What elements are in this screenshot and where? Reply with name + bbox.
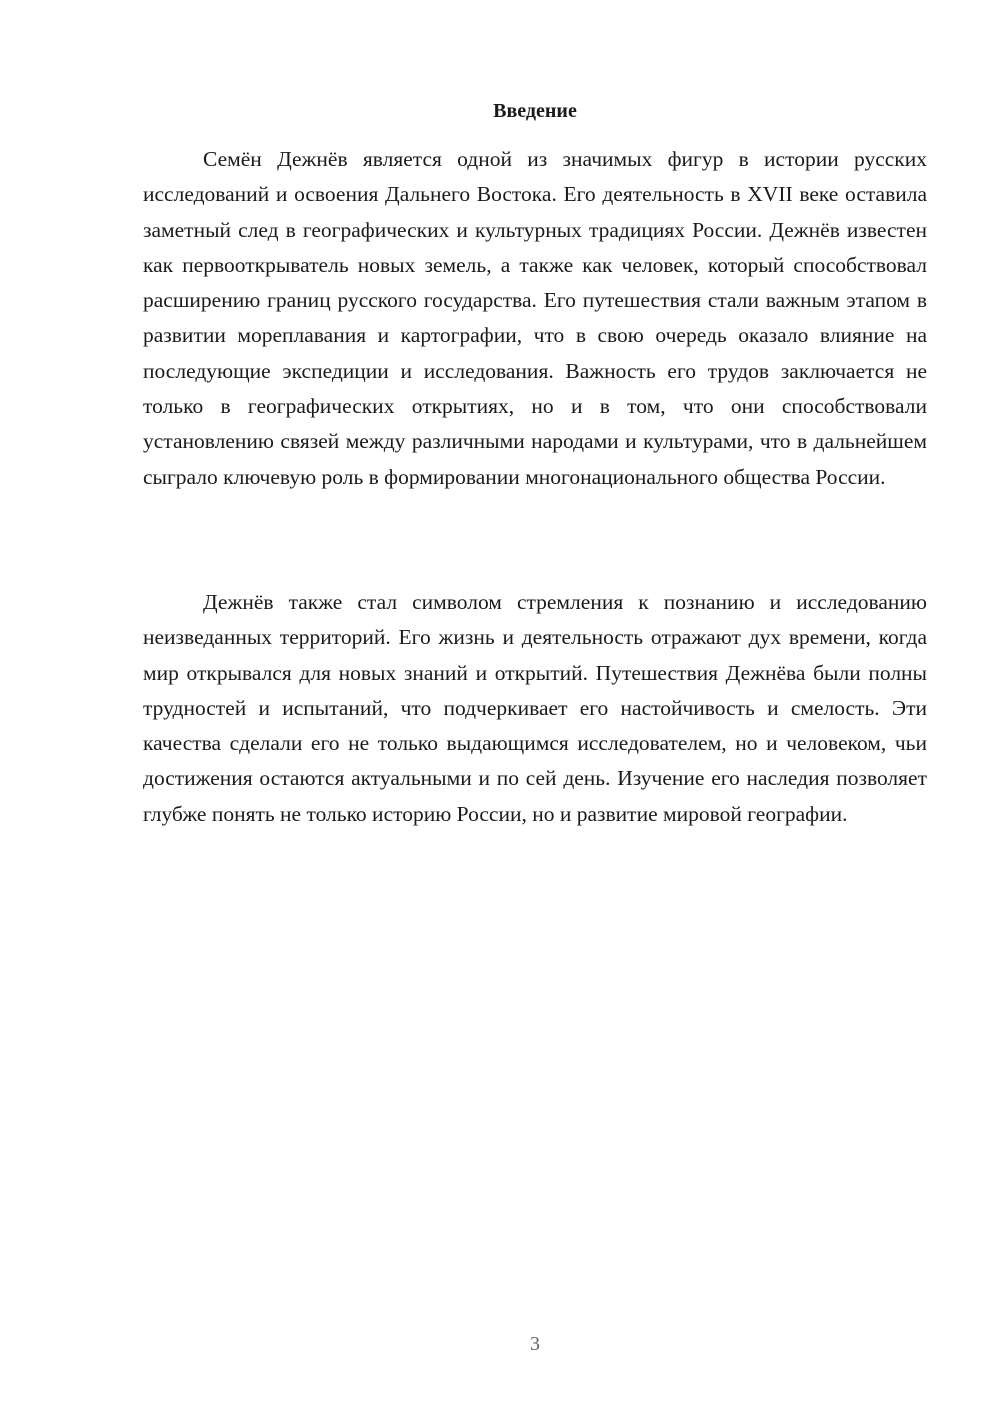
paragraph-1: Семён Дежнёв является одной из значимых фигур в истории русских исследований и освоения Дальнего Востока. Его деятельность в XVII веке оставила заметный след в географических и культурных традициях России. Дежнёв известен как первооткрыватель новых земель, а также как человек, который способствовал расширению границ русского государства. Его путешествия стали важным этапом в развитии мореплавания и картографии, что в свою очередь оказало влияние на последующие экспедиции и исследования. Важность его трудов заключается не только в географических открытиях, но и в том, что они способствовали установлению связей между различными народами и культурами, что в дальнейшем сыграло ключевую роль в формировании многонационального общества России. [143,147,927,489]
page-number: 3 [530,1333,540,1355]
paragraph-2: Дежнёв также стал символом стремления к познанию и исследованию неизведанных территорий. Его жизнь и деятельность отражают дух времени, когда мир открывался для новых знаний и открытий. Путешествия Дежнёва были полны трудностей и испытаний, что подчеркивает его настойчивость и смелость. Эти качества сделали его не только выдающимся исследователем, но и человеком, чьи достижения остаются актуальными и по сей день. Изучение его наследия позволяет глубже понять не только историю России, но и развитие мировой географии. [143,590,927,826]
page-title: Введение [493,100,577,122]
